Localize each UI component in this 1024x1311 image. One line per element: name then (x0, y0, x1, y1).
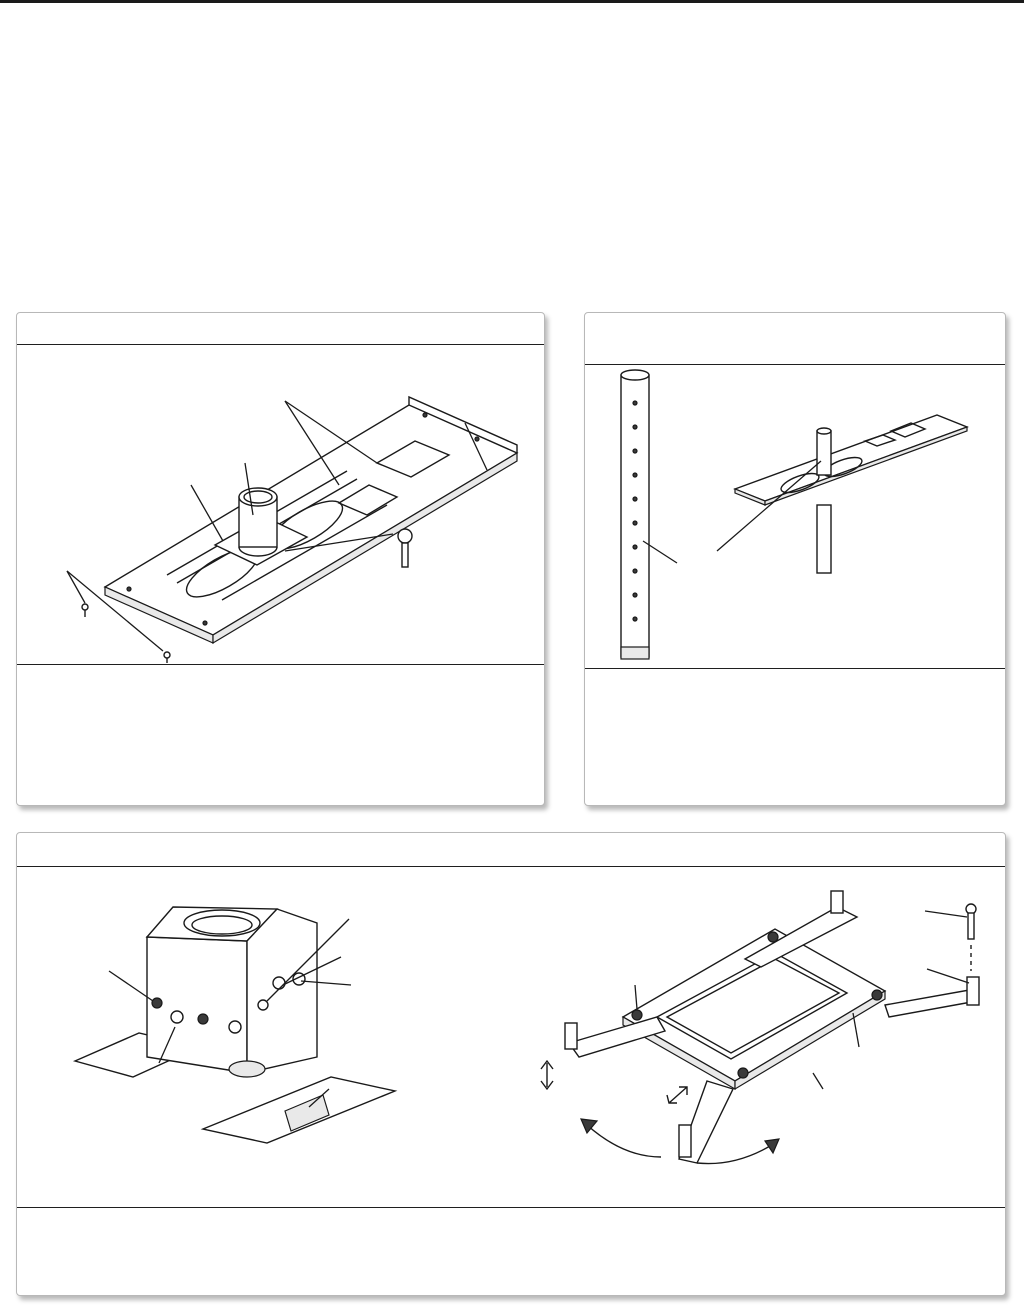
adjustable-plate-drawing (541, 891, 979, 1164)
extension-column-panel (584, 312, 1006, 806)
extension-column-illustration (585, 365, 1005, 667)
top-rule (0, 0, 1024, 3)
ceiling-plate-illustration (17, 345, 544, 663)
panel-footer-rule (17, 1207, 1005, 1208)
panel-footer-rule (17, 664, 544, 665)
projector-mount-illustration (17, 867, 1005, 1205)
mount-body-drawing (75, 907, 395, 1143)
panel-footer-rule (585, 668, 1005, 669)
ceiling-plate-panel (16, 312, 545, 806)
projector-mount-panel (16, 832, 1006, 1296)
